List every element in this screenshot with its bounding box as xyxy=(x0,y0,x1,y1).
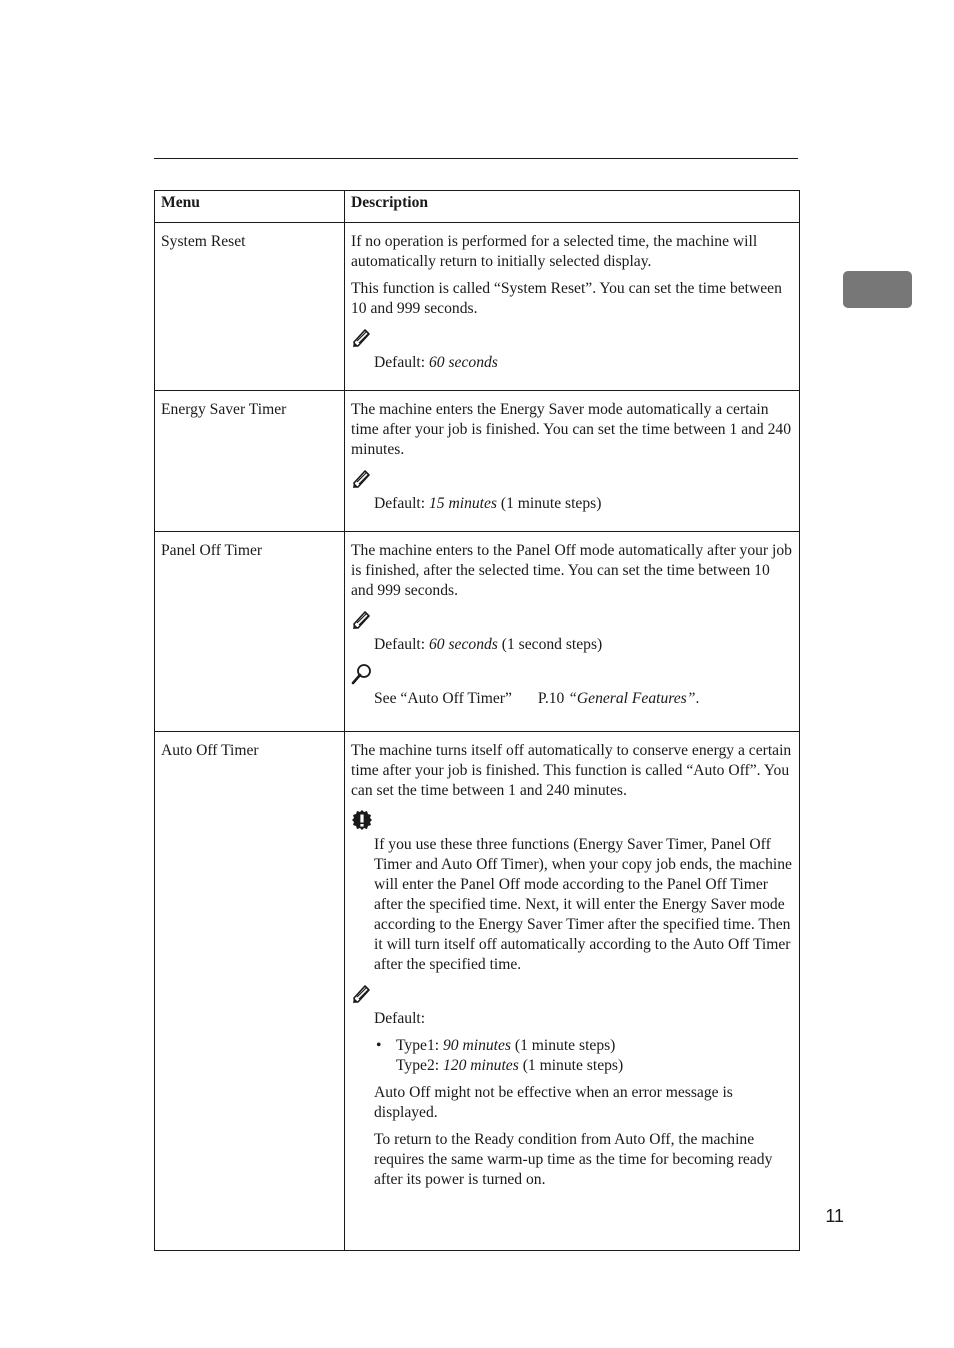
bullet-marker: • xyxy=(376,1037,382,1054)
important-badge-icon xyxy=(351,809,373,831)
table-header-row xyxy=(155,191,800,223)
pencil-note-icon xyxy=(351,468,373,490)
default-line: Default: 15 minutes (1 minute steps) xyxy=(374,495,602,512)
menu-energy-saver: Energy Saver Timer xyxy=(155,391,345,532)
menu-system-reset: System Reset xyxy=(155,223,345,391)
menu-panel-off: Panel Off Timer xyxy=(155,532,345,732)
description-auto-off xyxy=(345,732,800,1251)
paragraph: The machine enters to the Panel Off mode automatically after your job is finished, after the selected time. You can set the time between 10 and 999 seconds. xyxy=(351,542,792,599)
description-system-reset xyxy=(345,223,800,391)
settings-table xyxy=(154,190,800,1251)
type1-line: Type1: 90 minutes (1 minute steps) xyxy=(396,1037,616,1054)
chapter-tab xyxy=(843,271,912,308)
reference-line: See “Auto Off Timer” P.10 “General Features”. xyxy=(374,690,700,707)
paragraph: The machine enters the Energy Saver mode automatically a certain time after your job is finished. You can set the time between 1 and 240 minutes. xyxy=(351,401,791,458)
paragraph: The machine turns itself off automatically to conserve energy a certain time after your job is finished. This function is called “Auto Off”. You can set the time between 1 and 240 minutes. xyxy=(351,742,792,799)
table-row-panel-off xyxy=(155,532,800,732)
header-menu: Menu xyxy=(155,191,345,223)
type2-line: Type2: 120 minutes (1 minute steps) xyxy=(396,1057,624,1074)
table-row-auto-off xyxy=(155,732,800,1251)
page-number: 11 xyxy=(825,1206,844,1226)
paragraph: To return to the Ready condition from Auto Off, the machine requires the same warm-up time as the time for becoming ready after its power is turned on. xyxy=(374,1131,773,1188)
pencil-note-icon xyxy=(351,609,373,631)
default-line: Default: 60 seconds (1 second steps) xyxy=(374,636,603,653)
list-item xyxy=(374,1036,793,1076)
table-row-energy-saver xyxy=(155,391,800,532)
default-line: Default: 60 seconds xyxy=(374,354,498,371)
pencil-note-icon xyxy=(351,983,373,1005)
magnifier-reference-icon xyxy=(351,663,373,685)
table-row-system-reset xyxy=(155,223,800,391)
description-panel-off xyxy=(345,532,800,732)
menu-auto-off: Auto Off Timer xyxy=(155,732,345,1251)
header-description: Description xyxy=(345,191,800,223)
paragraph: If no operation is performed for a selected time, the machine will automatically return to initially selected display. xyxy=(351,233,758,270)
important-text: If you use these three functions (Energy Saver Timer, Panel Off Timer and Auto Off Timer), when your copy job ends, the machine will enter the Panel Off mode according to the Panel Off Timer after the specified time. Next, it will enter the Energy Saver mode according to the Energy Saver Timer after the specified time. Then it will turn itself off automatically according to the Auto Off Timer after the specified time. xyxy=(374,836,792,973)
top-rule xyxy=(154,158,798,159)
paragraph: This function is called “System Reset”. You can set the time between 10 and 999 seconds. xyxy=(351,280,782,317)
paragraph: Auto Off might not be effective when an error message is displayed. xyxy=(374,1084,733,1121)
default-line: Default: xyxy=(374,1010,426,1027)
pencil-note-icon xyxy=(351,327,373,349)
description-energy-saver xyxy=(345,391,800,532)
